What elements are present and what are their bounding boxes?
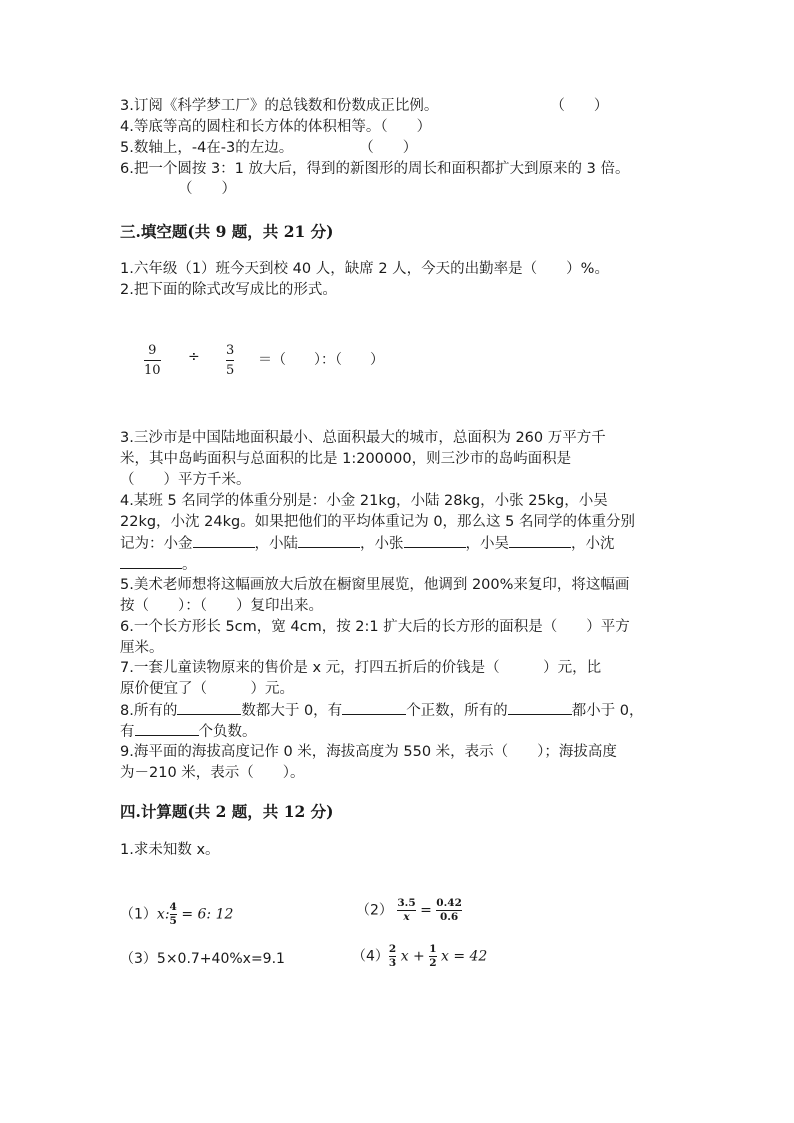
answer-blank [135,721,199,736]
fill-question-6-line-2: 厘米。 [120,640,164,656]
answer-blank [404,533,466,548]
answer-blank [508,700,572,715]
tf-question-5: 5.数轴上，-4在-3的左边。 （ ） [120,140,418,156]
fraction-two-thirds: $\frac{2}{3}$ [388,943,397,969]
answer-blank [120,554,182,569]
fraction-one-half: $\frac{1}{2}$ [429,943,437,969]
fill-question-3-line-2: 米，其中岛屿面积与总面积的比是 1:200000，则三沙市的岛屿面积是 [120,451,572,467]
fill-question-4-line-1: 4.某班 5 名同学的体重分别是：小金 21kg，小陆 28kg，小张 25kg，小吴 [120,493,608,509]
fraction-nine-tenths: 9 10 [144,343,161,378]
equation-4: （4） $\frac{2}{3}$ x + $\frac{1}{2}$ x = 42 [352,943,488,969]
answer-blank [298,533,360,548]
fill-question-6-line-1: 6.一个长方形长 5cm，宽 4cm，按 2:1 扩大后的长方形的面积是（ ）平方 [120,619,630,635]
fill-question-4-line-3: 记为：小金 ，小陆 ，小张 ，小吴 ，小沈 [120,533,615,555]
tf-question-3: 3.订阅《科学梦工厂》的总钱数和份数成正比例。 （ ） [120,98,609,114]
answer-blank [509,533,571,548]
fill-question-9-line-2: 为－210 米，表示（ ）。 [120,765,305,781]
fill-question-5-line-2: 按（ ）：（ ）复印出来。 [120,598,323,614]
fill-question-4-line-4: 。 [120,554,197,576]
fill-question-2: 2.把下面的除式改写成比的形式。 [120,282,337,298]
ratio-answer-blanks: ＝（ ）：（ ） [258,352,384,368]
calc-question-1: 1.求未知数 x。 [120,842,220,858]
answer-blank [342,700,406,715]
answer-blank [193,533,255,548]
divide-sign: ÷ [188,349,200,365]
tf-question-4: 4.等底等高的圆柱和长方体的体积相等。（ ） [120,119,432,135]
fill-question-7-line-2: 原价便宜了（ ）元。 [120,681,294,697]
equation-1: （1）x: $\frac{4}{5}$ = 6: 12 [120,901,234,927]
fill-question-5-line-1: 5.美术老师想将这幅画放大后放在橱窗里展览，他调到 200%来复印，将这幅画 [120,577,630,593]
fill-question-3-line-1: 3.三沙市是中国陆地面积最小、总面积最大的城市，总面积为 260 万平方千 [120,430,606,446]
fraction-three-fifths: 3 5 [226,343,235,378]
fill-question-3-line-3: （ ）平方千米。 [120,472,251,488]
fill-question-9-line-1: 9.海平面的海拔高度记作 0 米，海拔高度为 550 米，表示（ ）；海拔高度 [120,744,617,760]
fill-question-8-line-1: 8.所有的 数都大于 0，有 个正数，所有的 都小于 0， [120,700,644,722]
equation-3: （3）5×0.7+40%x=9.1 [120,951,285,967]
section-title-fill-in: 三.填空题(共 9 题，共 21 分) [120,222,334,241]
answer-blank [177,700,241,715]
fraction-right: $\frac{0.42}{0.6}$ [436,897,462,923]
fill-question-8-line-2: 有 个负数。 [120,721,257,743]
fill-question-1: 1.六年级（1）班今天到校 40 人，缺席 2 人，今天的出勤率是（ ）%。 [120,261,609,277]
fraction-left: $\frac{3.5}{x}$ [397,897,416,923]
tf-question-6-paren: （ ） [178,181,236,197]
fill-question-4-line-2: 22kg，小沈 24kg。如果把他们的平均体重记为 0，那么这 5 名同学的体重分别 [120,514,635,530]
equation-2: （2） $\frac{3.5}{x}$ = $\frac{0.42}{0.6}$ [356,897,462,923]
tf-question-6: 6.把一个圆按 3：1 放大后，得到的新图形的周长和面积都扩大到原来的 3 倍。 [120,161,630,177]
section-title-calculation: 四.计算题(共 2 题，共 12 分) [120,802,334,821]
fill-question-7-line-1: 7.一套儿童读物原来的售价是 x 元，打四五折后的价钱是（ ）元，比 [120,660,602,676]
fraction-four-fifths: $\frac{4}{5}$ [169,901,177,927]
